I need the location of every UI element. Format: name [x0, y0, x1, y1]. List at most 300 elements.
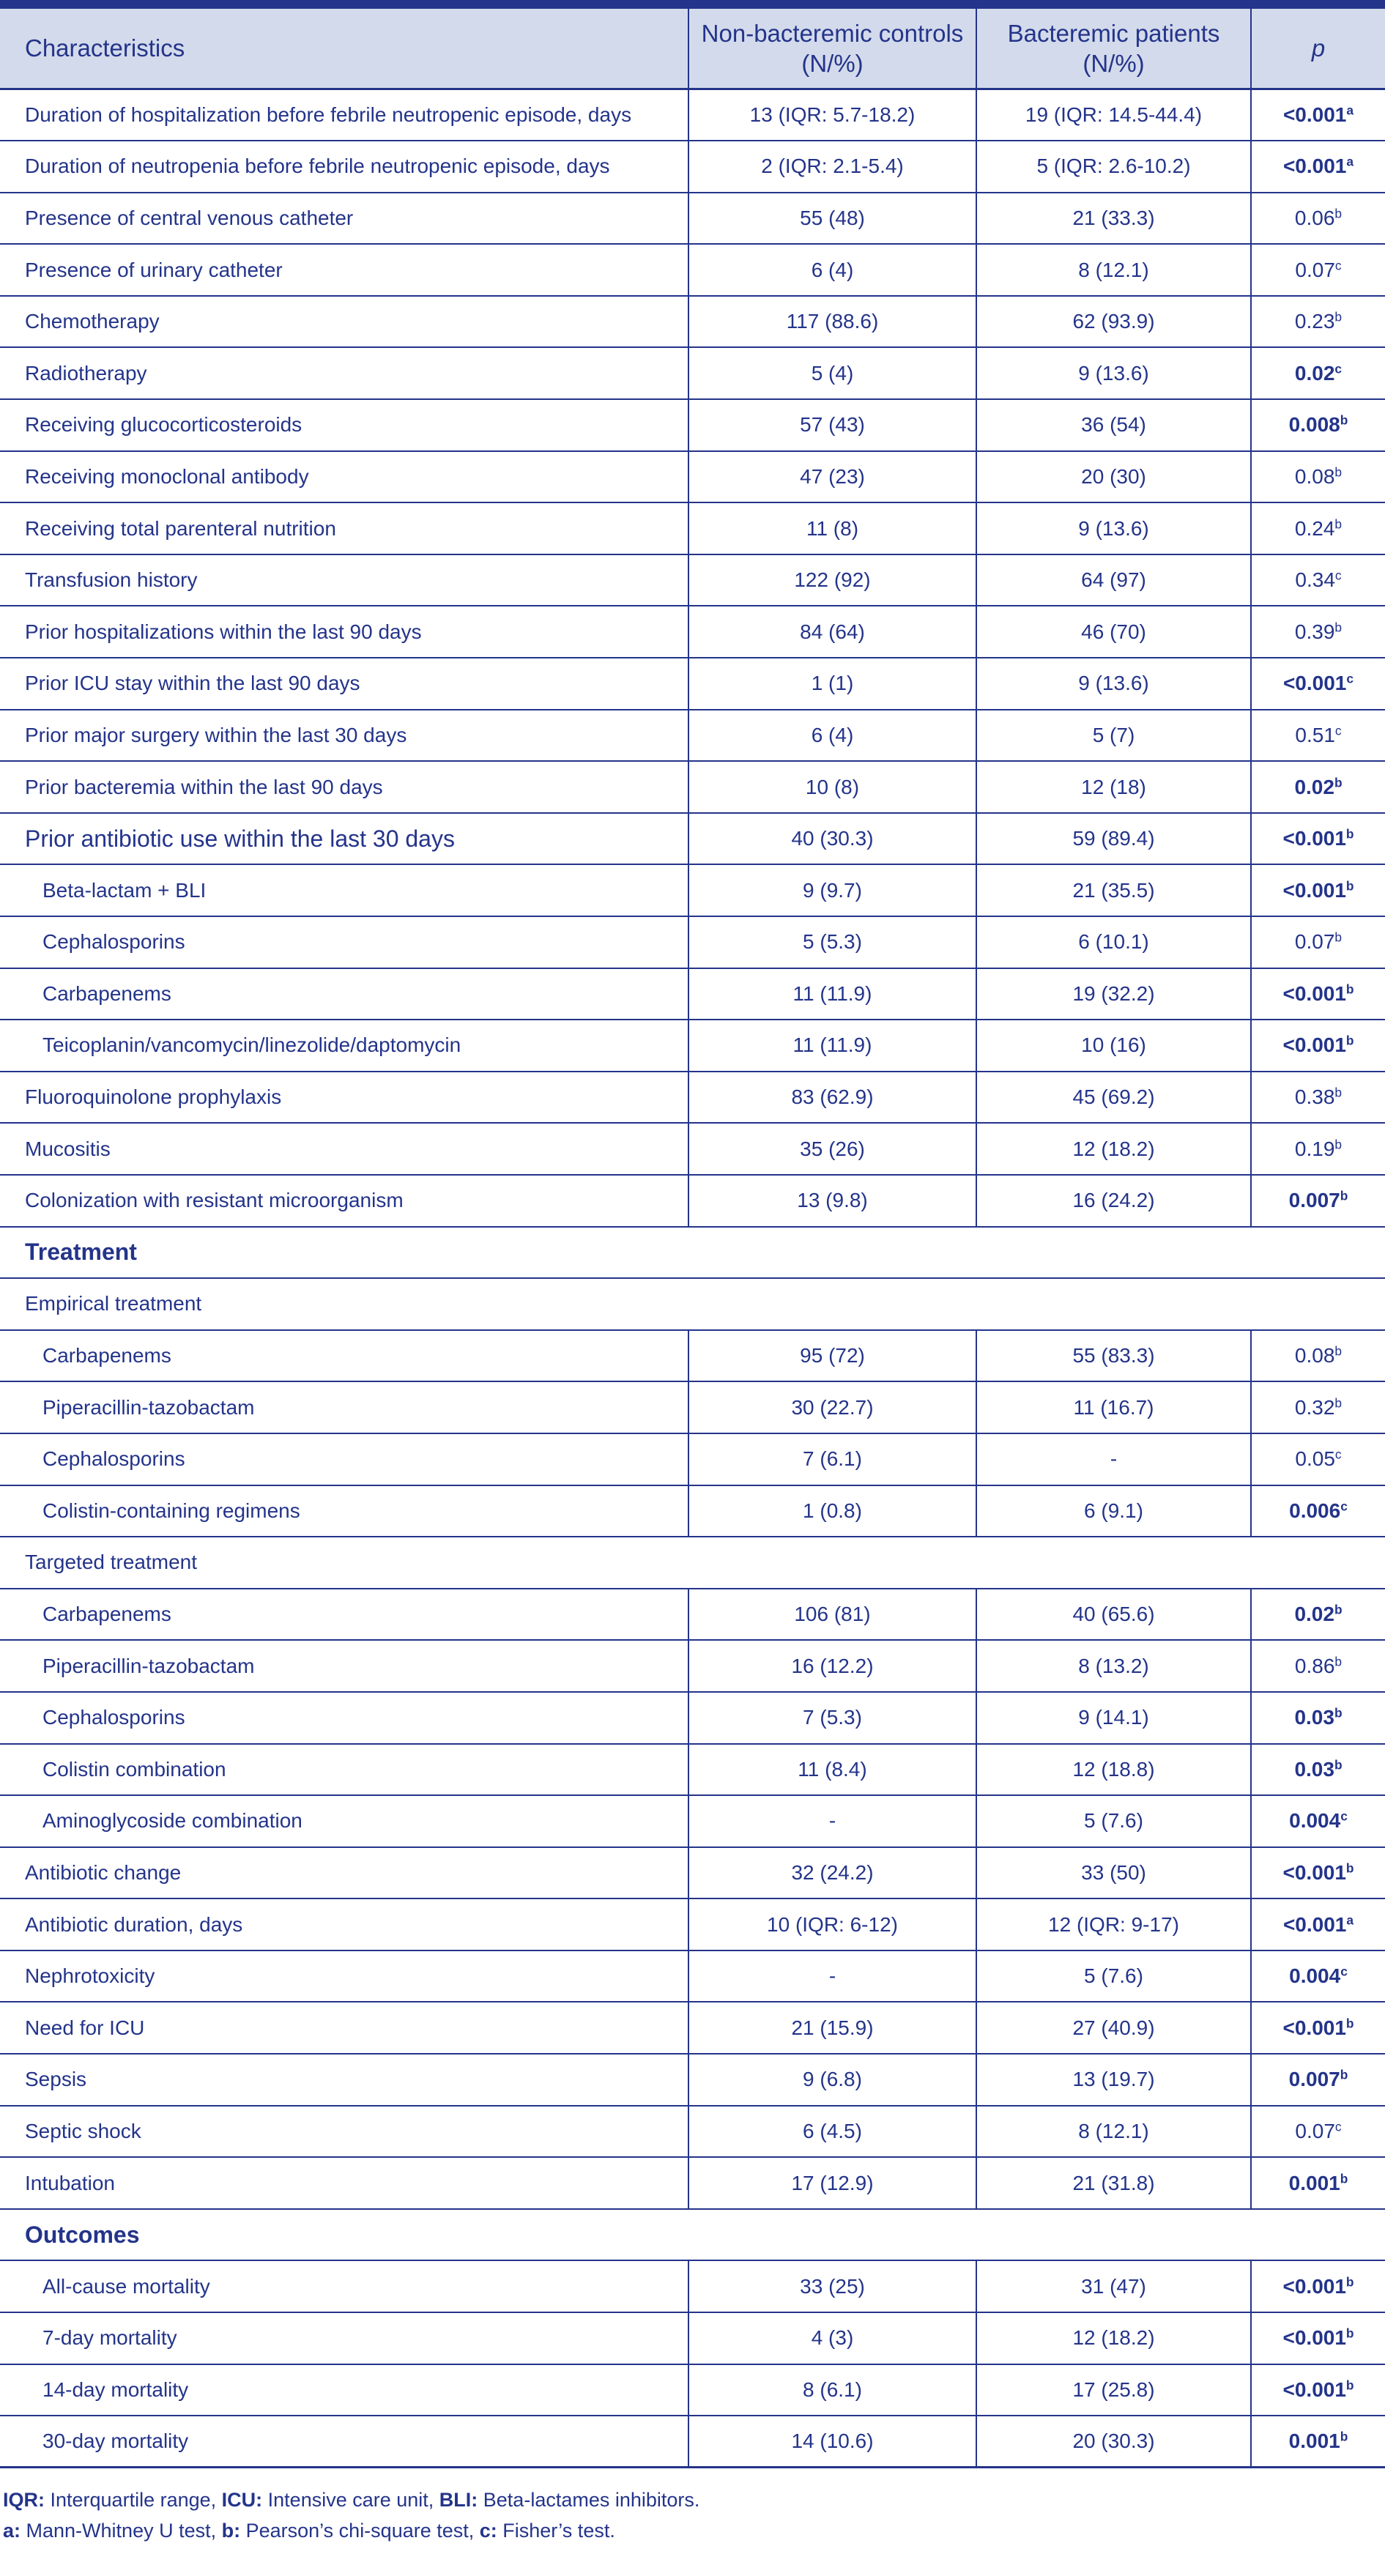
p-value-test-marker: b	[1334, 309, 1343, 324]
controls-value: 5 (4)	[688, 347, 976, 399]
table-row	[0, 1692, 1385, 1744]
p-value-cell	[1251, 399, 1385, 451]
footnote-term: b:	[221, 2520, 241, 2542]
footnote-definition: Intensive care unit,	[262, 2489, 439, 2511]
patients-value: 9 (14.1)	[976, 1692, 1251, 1744]
p-value-cell	[1251, 451, 1385, 503]
row-label: Presence of urinary catheter	[0, 244, 688, 296]
row-label: Carbapenems	[0, 1589, 688, 1641]
table-row	[0, 1950, 1385, 2002]
row-label: Septic shock	[0, 2106, 688, 2158]
patients-value: 12 (18)	[976, 761, 1251, 813]
controls-value: 95 (72)	[688, 1330, 976, 1382]
controls-value: 10 (8)	[688, 761, 976, 813]
table-row	[0, 1278, 1385, 1330]
footnote-definition: Mann-Whitney U test,	[21, 2520, 222, 2542]
header-patients-line1: Bacteremic patients	[1007, 19, 1220, 47]
patients-value: 8 (12.1)	[976, 2106, 1251, 2158]
controls-value: 11 (8.4)	[688, 1744, 976, 1796]
p-value-test-marker: c	[1334, 568, 1342, 583]
patients-value: 55 (83.3)	[976, 1330, 1251, 1382]
p-value: 0.19	[1294, 1137, 1335, 1160]
header-p-value: p	[1251, 9, 1385, 89]
controls-value: 9 (9.7)	[688, 864, 976, 916]
row-label: Prior hospitalizations within the last 90 days	[0, 606, 688, 658]
controls-value: 6 (4)	[688, 710, 976, 762]
footnote-abbreviations	[0, 2484, 1385, 2515]
p-value-test-marker: c	[1334, 723, 1342, 738]
p-value: 0.007	[1288, 2068, 1340, 2091]
p-value-cell	[1251, 1175, 1385, 1227]
patients-value: 45 (69.2)	[976, 1072, 1251, 1124]
p-value-test-marker: b	[1340, 2171, 1348, 2186]
patients-value: 40 (65.6)	[976, 1589, 1251, 1641]
controls-value: 117 (88.6)	[688, 296, 976, 348]
controls-value: 7 (5.3)	[688, 1692, 976, 1744]
p-value-test-marker: a	[1346, 103, 1354, 118]
p-value-test-marker: b	[1334, 1085, 1343, 1100]
controls-value: 57 (43)	[688, 399, 976, 451]
row-label: 30-day mortality	[0, 2416, 688, 2468]
patients-value: 59 (89.4)	[976, 813, 1251, 865]
p-value: 0.39	[1294, 620, 1335, 643]
controls-value: 5 (5.3)	[688, 916, 976, 968]
footnote-definition: Beta-lactames inhibitors.	[478, 2489, 700, 2511]
p-value-test-marker: b	[1334, 929, 1343, 945]
footnote-term: IQR:	[3, 2489, 45, 2511]
top-rule	[0, 0, 1385, 9]
table-row	[0, 1744, 1385, 1796]
p-value-cell	[1251, 1072, 1385, 1124]
p-value-cell	[1251, 2312, 1385, 2364]
row-label: Need for ICU	[0, 2002, 688, 2054]
p-value-test-marker: b	[1334, 1654, 1343, 1669]
controls-value: 4 (3)	[688, 2312, 976, 2364]
p-value-cell	[1251, 1692, 1385, 1744]
p-value-test-marker: c	[1340, 1964, 1348, 1979]
table-row	[0, 1330, 1385, 1382]
controls-value: -	[688, 1950, 976, 2002]
section-heading: Treatment	[0, 1227, 1385, 1279]
p-value-test-marker: b	[1334, 774, 1343, 790]
table-row	[0, 1227, 1385, 1279]
p-value: 0.23	[1294, 310, 1335, 333]
controls-value: 21 (15.9)	[688, 2002, 976, 2054]
table-row	[0, 141, 1385, 193]
p-value-test-marker: b	[1334, 516, 1343, 531]
section-heading: Outcomes	[0, 2209, 1385, 2261]
footnote-definition: Fisher’s test.	[497, 2520, 615, 2542]
p-value: 0.51	[1295, 723, 1335, 746]
footnote-term: a:	[3, 2520, 21, 2542]
p-value-test-marker: a	[1346, 1912, 1354, 1928]
p-value-cell	[1251, 606, 1385, 658]
p-value-test-marker: c	[1334, 361, 1343, 376]
p-value-test-marker: b	[1334, 1602, 1343, 1617]
p-value: <0.001	[1282, 1912, 1347, 1936]
controls-value: 1 (0.8)	[688, 1485, 976, 1537]
table-row	[0, 1123, 1385, 1175]
p-value-test-marker: b	[1345, 2016, 1354, 2031]
controls-value: 7 (6.1)	[688, 1433, 976, 1485]
row-label: Colonization with resistant microorganism	[0, 1175, 688, 1227]
table-row	[0, 89, 1385, 141]
p-value: 0.24	[1294, 516, 1335, 540]
p-value-cell	[1251, 2106, 1385, 2158]
p-value-cell	[1251, 1485, 1385, 1537]
row-label: Aminoglycoside combination	[0, 1795, 688, 1847]
row-label: Piperacillin-tazobactam	[0, 1640, 688, 1692]
p-value: 0.006	[1289, 1499, 1341, 1522]
table-row	[0, 2416, 1385, 2468]
controls-value: -	[688, 1795, 976, 1847]
p-value-cell	[1251, 296, 1385, 348]
p-value-test-marker: c	[1346, 671, 1354, 686]
p-value: 0.08	[1294, 464, 1335, 488]
p-value-cell	[1251, 502, 1385, 554]
p-value-cell	[1251, 1950, 1385, 2002]
controls-value: 14 (10.6)	[688, 2416, 976, 2468]
p-value-cell	[1251, 1898, 1385, 1950]
patients-value: -	[976, 1433, 1251, 1485]
patients-value: 5 (7.6)	[976, 1950, 1251, 2002]
row-label: Sepsis	[0, 2054, 688, 2106]
table-row	[0, 1795, 1385, 1847]
p-value: 0.02	[1294, 775, 1334, 798]
p-value-cell	[1251, 554, 1385, 606]
p-value: 0.08	[1294, 1344, 1335, 1367]
table-row	[0, 1898, 1385, 1950]
row-label: Duration of neutropenia before febrile neutropenic episode, days	[0, 141, 688, 193]
row-label: Beta-lactam + BLI	[0, 864, 688, 916]
p-value: 0.02	[1294, 1603, 1334, 1626]
p-value-cell	[1251, 1020, 1385, 1072]
table-row	[0, 710, 1385, 762]
table-header-row	[0, 9, 1385, 89]
patients-value: 19 (IQR: 14.5-44.4)	[976, 89, 1251, 141]
table-row	[0, 2260, 1385, 2312]
table-row	[0, 1433, 1385, 1485]
p-value-cell	[1251, 1640, 1385, 1692]
patients-value: 9 (13.6)	[976, 347, 1251, 399]
p-value-cell	[1251, 1330, 1385, 1382]
row-label: Carbapenems	[0, 968, 688, 1020]
row-label: Teicoplanin/vancomycin/linezolide/daptomycin	[0, 1020, 688, 1072]
patients-value: 13 (19.7)	[976, 2054, 1251, 2106]
controls-value: 1 (1)	[688, 658, 976, 710]
row-label: Receiving total parenteral nutrition	[0, 502, 688, 554]
p-value-test-marker: b	[1345, 1033, 1354, 1048]
patients-value: 12 (18.8)	[976, 1744, 1251, 1796]
controls-value: 9 (6.8)	[688, 2054, 976, 2106]
row-label: Piperacillin-tazobactam	[0, 1381, 688, 1433]
row-label: Mucositis	[0, 1123, 688, 1175]
p-value-test-marker: b	[1334, 1705, 1343, 1721]
footnote-term: ICU:	[221, 2489, 263, 2511]
patients-value: 12 (IQR: 9-17)	[976, 1898, 1251, 1950]
p-value-test-marker: b	[1345, 2378, 1354, 2393]
p-value-cell	[1251, 864, 1385, 916]
p-value: 0.001	[1288, 2171, 1340, 2194]
patients-value: 16 (24.2)	[976, 1175, 1251, 1227]
p-value-cell	[1251, 2002, 1385, 2054]
row-label: Colistin-containing regimens	[0, 1485, 688, 1537]
p-value: <0.001	[1282, 155, 1347, 178]
p-value-cell	[1251, 1381, 1385, 1433]
p-value-cell	[1251, 2054, 1385, 2106]
p-value: 0.008	[1288, 413, 1340, 437]
controls-value: 30 (22.7)	[688, 1381, 976, 1433]
row-label: Transfusion history	[0, 554, 688, 606]
patients-value: 33 (50)	[976, 1847, 1251, 1899]
p-value-test-marker: b	[1345, 2274, 1354, 2290]
patients-value: 20 (30)	[976, 451, 1251, 503]
footnote-tests	[0, 2515, 1385, 2546]
row-label: Cephalosporins	[0, 916, 688, 968]
table-row	[0, 399, 1385, 451]
p-value-test-marker: b	[1334, 1137, 1343, 1152]
controls-value: 13 (IQR: 5.7-18.2)	[688, 89, 976, 141]
patients-value: 6 (10.1)	[976, 916, 1251, 968]
patients-value: 5 (7.6)	[976, 1795, 1251, 1847]
p-value-test-marker: b	[1334, 206, 1343, 221]
table-row	[0, 2054, 1385, 2106]
p-value-cell	[1251, 2260, 1385, 2312]
p-value: 0.34	[1295, 568, 1335, 592]
p-value-test-marker: b	[1345, 826, 1354, 842]
characteristics-table	[0, 9, 1385, 2468]
table-row	[0, 606, 1385, 658]
row-label: Antibiotic change	[0, 1847, 688, 1899]
table-row	[0, 2157, 1385, 2209]
patients-value: 27 (40.9)	[976, 2002, 1251, 2054]
controls-value: 8 (6.1)	[688, 2364, 976, 2416]
controls-value: 32 (24.2)	[688, 1847, 976, 1899]
table-row	[0, 658, 1385, 710]
table-row	[0, 2209, 1385, 2261]
footnote-definition: Interquartile range,	[45, 2489, 222, 2511]
p-value-cell	[1251, 193, 1385, 245]
p-value: <0.001	[1282, 2326, 1346, 2350]
patients-value: 19 (32.2)	[976, 968, 1251, 1020]
row-label: Chemotherapy	[0, 296, 688, 348]
p-value: <0.001	[1282, 878, 1346, 902]
p-value-cell	[1251, 2364, 1385, 2416]
table-body	[0, 89, 1385, 2468]
p-value-test-marker: c	[1334, 2119, 1342, 2134]
patients-value: 17 (25.8)	[976, 2364, 1251, 2416]
header-characteristics: Characteristics	[0, 9, 688, 89]
row-label: Fluoroquinolone prophylaxis	[0, 1072, 688, 1124]
p-value: 0.007	[1288, 1189, 1340, 1212]
header-patients	[976, 9, 1251, 89]
table-row	[0, 451, 1385, 503]
p-value-test-marker: b	[1345, 878, 1354, 894]
p-value: <0.001	[1282, 981, 1346, 1005]
table-row	[0, 244, 1385, 296]
p-value-test-marker: b	[1334, 620, 1343, 635]
p-value-cell	[1251, 1433, 1385, 1485]
subsection-heading: Empirical treatment	[0, 1278, 1385, 1330]
p-value: 0.004	[1289, 1964, 1341, 1988]
p-value: 0.07	[1295, 2119, 1335, 2142]
p-value: 0.07	[1294, 930, 1335, 954]
p-value: <0.001	[1282, 2274, 1346, 2298]
p-value-test-marker: c	[1340, 1499, 1348, 1514]
controls-value: 11 (11.9)	[688, 968, 976, 1020]
p-value-test-marker: c	[1340, 1808, 1348, 1824]
p-value: <0.001	[1282, 1033, 1346, 1057]
table-row	[0, 1589, 1385, 1641]
row-label: Duration of hospitalization before febrile neutropenic episode, days	[0, 89, 688, 141]
controls-value: 16 (12.2)	[688, 1640, 976, 1692]
p-value-test-marker: b	[1334, 464, 1343, 480]
controls-value: 122 (92)	[688, 554, 976, 606]
patients-value: 20 (30.3)	[976, 2416, 1251, 2468]
footnotes	[0, 2484, 1385, 2546]
table-row	[0, 761, 1385, 813]
controls-value: 6 (4.5)	[688, 2106, 976, 2158]
p-value-test-marker: b	[1340, 1188, 1348, 1203]
p-value-cell	[1251, 141, 1385, 193]
p-value-test-marker: c	[1334, 1447, 1342, 1462]
p-value-test-marker: b	[1340, 412, 1348, 428]
table-row	[0, 2002, 1385, 2054]
controls-value: 6 (4)	[688, 244, 976, 296]
p-value: 0.03	[1294, 1706, 1334, 1729]
table-row	[0, 1847, 1385, 1899]
table-row	[0, 1485, 1385, 1537]
table-row	[0, 916, 1385, 968]
p-value: 0.02	[1294, 361, 1335, 385]
row-label: Intubation	[0, 2157, 688, 2209]
row-label: Radiotherapy	[0, 347, 688, 399]
p-value: 0.38	[1294, 1085, 1335, 1109]
p-value-cell	[1251, 1589, 1385, 1641]
p-value: 0.004	[1289, 1809, 1341, 1833]
table-row	[0, 2106, 1385, 2158]
p-value-test-marker: b	[1334, 1343, 1343, 1359]
table-row	[0, 193, 1385, 245]
controls-value: 47 (23)	[688, 451, 976, 503]
patients-value: 64 (97)	[976, 554, 1251, 606]
p-value-cell	[1251, 1847, 1385, 1899]
p-value: 0.03	[1294, 1757, 1334, 1781]
footnote-definition: Pearson’s chi-square test,	[240, 2520, 480, 2542]
p-value-cell	[1251, 1795, 1385, 1847]
row-label: Prior major surgery within the last 30 days	[0, 710, 688, 762]
p-value: 0.07	[1295, 258, 1335, 281]
p-value-cell	[1251, 89, 1385, 141]
row-label: Cephalosporins	[0, 1692, 688, 1744]
p-value-cell	[1251, 347, 1385, 399]
row-label: Receiving monoclonal antibody	[0, 451, 688, 503]
p-value: 0.86	[1294, 1654, 1335, 1677]
p-value: <0.001	[1282, 2378, 1346, 2401]
p-value-cell	[1251, 968, 1385, 1020]
row-label: 7-day mortality	[0, 2312, 688, 2364]
table-row	[0, 2312, 1385, 2364]
p-value-cell	[1251, 244, 1385, 296]
p-value-test-marker: b	[1340, 2429, 1348, 2444]
row-label: Cephalosporins	[0, 1433, 688, 1485]
p-value-test-marker: b	[1345, 1860, 1354, 1876]
p-value-cell	[1251, 1744, 1385, 1796]
table-row	[0, 296, 1385, 348]
p-value-test-marker: b	[1334, 1757, 1343, 1773]
p-value-cell	[1251, 1123, 1385, 1175]
controls-value: 35 (26)	[688, 1123, 976, 1175]
patients-value: 31 (47)	[976, 2260, 1251, 2312]
table-row	[0, 1381, 1385, 1433]
controls-value: 17 (12.9)	[688, 2157, 976, 2209]
row-label: Prior antibiotic use within the last 30 days	[0, 813, 688, 865]
controls-value: 2 (IQR: 2.1-5.4)	[688, 141, 976, 193]
patients-value: 10 (16)	[976, 1020, 1251, 1072]
p-value-test-marker: b	[1345, 2326, 1354, 2341]
row-label: 14-day mortality	[0, 2364, 688, 2416]
p-value: 0.32	[1294, 1395, 1335, 1419]
header-controls	[688, 9, 976, 89]
patients-value: 9 (13.6)	[976, 658, 1251, 710]
controls-value: 11 (11.9)	[688, 1020, 976, 1072]
table-row	[0, 554, 1385, 606]
header-patients-line2: (N/%)	[1083, 50, 1145, 77]
p-value: 0.06	[1294, 206, 1335, 229]
controls-value: 55 (48)	[688, 193, 976, 245]
row-label: Nephrotoxicity	[0, 1950, 688, 2002]
patients-value: 21 (31.8)	[976, 2157, 1251, 2209]
patients-value: 8 (12.1)	[976, 244, 1251, 296]
table-row	[0, 1175, 1385, 1227]
subsection-heading: Targeted treatment	[0, 1537, 1385, 1589]
row-label: Prior ICU stay within the last 90 days	[0, 658, 688, 710]
patients-value: 5 (7)	[976, 710, 1251, 762]
p-value-test-marker: b	[1334, 1395, 1343, 1411]
patients-value: 12 (18.2)	[976, 1123, 1251, 1175]
patients-value: 21 (35.5)	[976, 864, 1251, 916]
patients-value: 6 (9.1)	[976, 1485, 1251, 1537]
p-value: <0.001	[1282, 1860, 1346, 1884]
footnote-term: c:	[479, 2520, 497, 2542]
patients-value: 11 (16.7)	[976, 1381, 1251, 1433]
patients-value: 12 (18.2)	[976, 2312, 1251, 2364]
table-row	[0, 347, 1385, 399]
controls-value: 10 (IQR: 6-12)	[688, 1898, 976, 1950]
p-value: <0.001	[1282, 827, 1346, 850]
p-value: 0.05	[1295, 1447, 1335, 1471]
table-row	[0, 864, 1385, 916]
table-row	[0, 502, 1385, 554]
header-controls-line1: Non-bacteremic controls	[701, 19, 964, 47]
patients-value: 21 (33.3)	[976, 193, 1251, 245]
p-value: <0.001	[1282, 672, 1347, 695]
table-row	[0, 968, 1385, 1020]
row-label: All-cause mortality	[0, 2260, 688, 2312]
footnote-term: BLI:	[439, 2489, 478, 2511]
p-value-cell	[1251, 2416, 1385, 2468]
p-value-cell	[1251, 761, 1385, 813]
p-value: 0.001	[1288, 2430, 1340, 2453]
row-label: Colistin combination	[0, 1744, 688, 1796]
row-label: Prior bacteremia within the last 90 days	[0, 761, 688, 813]
row-label: Receiving glucocorticosteroids	[0, 399, 688, 451]
table-row	[0, 2364, 1385, 2416]
patients-value: 5 (IQR: 2.6-10.2)	[976, 141, 1251, 193]
p-value-cell	[1251, 813, 1385, 865]
p-value-test-marker: b	[1340, 2067, 1348, 2082]
controls-value: 40 (30.3)	[688, 813, 976, 865]
